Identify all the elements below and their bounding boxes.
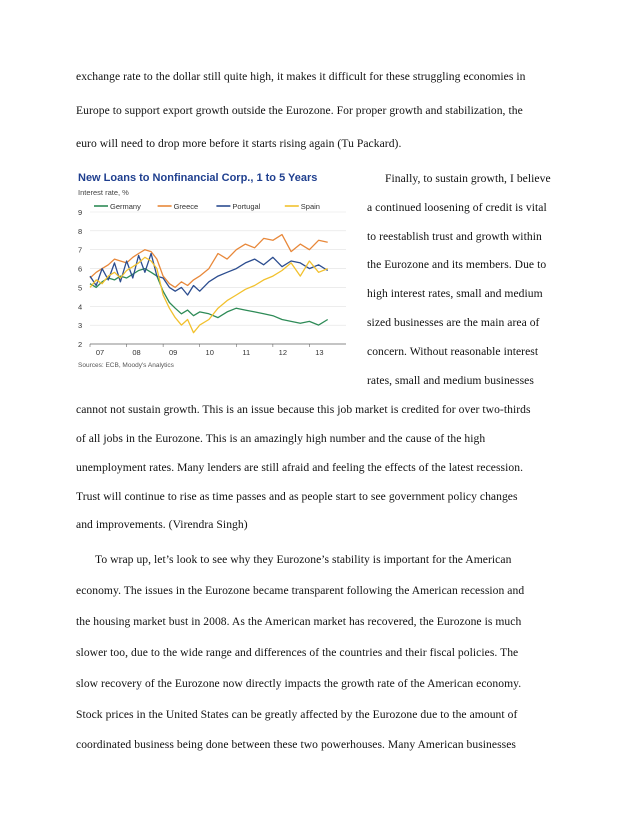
y-tick-label: 5 (78, 283, 83, 293)
text-line: slow recovery of the Eurozone now directly impacts the growth rate of the American economy. (76, 677, 522, 690)
x-tick-label: 12 (278, 348, 288, 357)
chart-title: New Loans to Nonfinancial Corp., 1 to 5 Years (78, 172, 318, 184)
text-line: slower too, due to the wide range and differences of the countries and their fiscal policies. The (76, 646, 519, 659)
interest-rate-chart (76, 168, 356, 370)
y-tick-label: 3 (78, 321, 83, 331)
text-line: exchange rate to the dollar still quite high, it makes it difficult for these struggling economies in (76, 70, 526, 83)
y-tick-label: 8 (78, 226, 83, 236)
text-line: cannot not sustain growth. This is an issue because this job market is credited for over two-thirds (76, 403, 531, 416)
y-tick-label: 2 (78, 340, 83, 349)
text-line: Finally, to sustain growth, I believe (385, 172, 551, 185)
y-tick-label: 6 (78, 264, 83, 274)
text-line: unemployment rates. Many lenders are still afraid and feeling the effects of the latest recession. (76, 461, 524, 474)
x-tick-label: 09 (168, 348, 178, 357)
chart-ylabel: Interest rate, % (78, 188, 129, 197)
text-line: euro will need to drop more before it starts rising again (Tu Packard). (76, 137, 402, 150)
y-tick-label: 9 (78, 208, 83, 217)
text-line: the housing market bust in 2008. As the American market has recovered, the Eurozone is much (76, 615, 522, 628)
text-line: a continued loosening of credit is vital (367, 201, 547, 214)
y-tick-label: 4 (78, 302, 83, 312)
text-line: sized businesses are the main area of (367, 316, 540, 329)
text-line: rates, small and medium businesses (367, 374, 534, 387)
text-line: economy. The issues in the Eurozone became transparent following the American recession and (76, 584, 525, 597)
legend-label: Spain (300, 202, 320, 211)
chart-source: Sources: ECB, Moody's Analytics (78, 362, 174, 369)
y-tick-label: 7 (78, 245, 83, 255)
x-tick-label: 10 (205, 348, 214, 357)
x-tick-label: 13 (315, 348, 324, 357)
legend-label: Portugal (232, 202, 261, 211)
text-line: coordinated business being done between these two powerhouses. Many American businesses (76, 738, 516, 751)
text-line: high interest rates, small and medium (367, 287, 543, 300)
text-line: and improvements. (Virendra Singh) (76, 518, 248, 531)
chart-background (76, 168, 356, 370)
text-line: the Eurozone and its members. Due to (367, 258, 547, 271)
legend-label: Greece (173, 202, 199, 211)
text-line: To wrap up, let’s look to see why they Eurozone’s stability is important for the American (95, 553, 512, 566)
text-line: of all jobs in the Eurozone. This is an amazingly high number and the cause of the high (76, 432, 486, 445)
text-line: Europe to support export growth outside the Eurozone. For proper growth and stabilization, the (76, 104, 523, 117)
text-line: to reestablish trust and growth within (367, 230, 542, 243)
text-line: Stock prices in the United States can be greatly affected by the Eurozone due to the amount of (76, 708, 518, 721)
x-tick-label: 11 (242, 348, 251, 357)
legend-label: Germany (110, 202, 141, 211)
text-line: Trust will continue to rise as time passes and as people start to see government policy changes (76, 490, 518, 503)
text-line: concern. Without reasonable interest (367, 345, 539, 358)
x-tick-label: 08 (132, 348, 141, 357)
x-tick-label: 07 (95, 348, 105, 357)
